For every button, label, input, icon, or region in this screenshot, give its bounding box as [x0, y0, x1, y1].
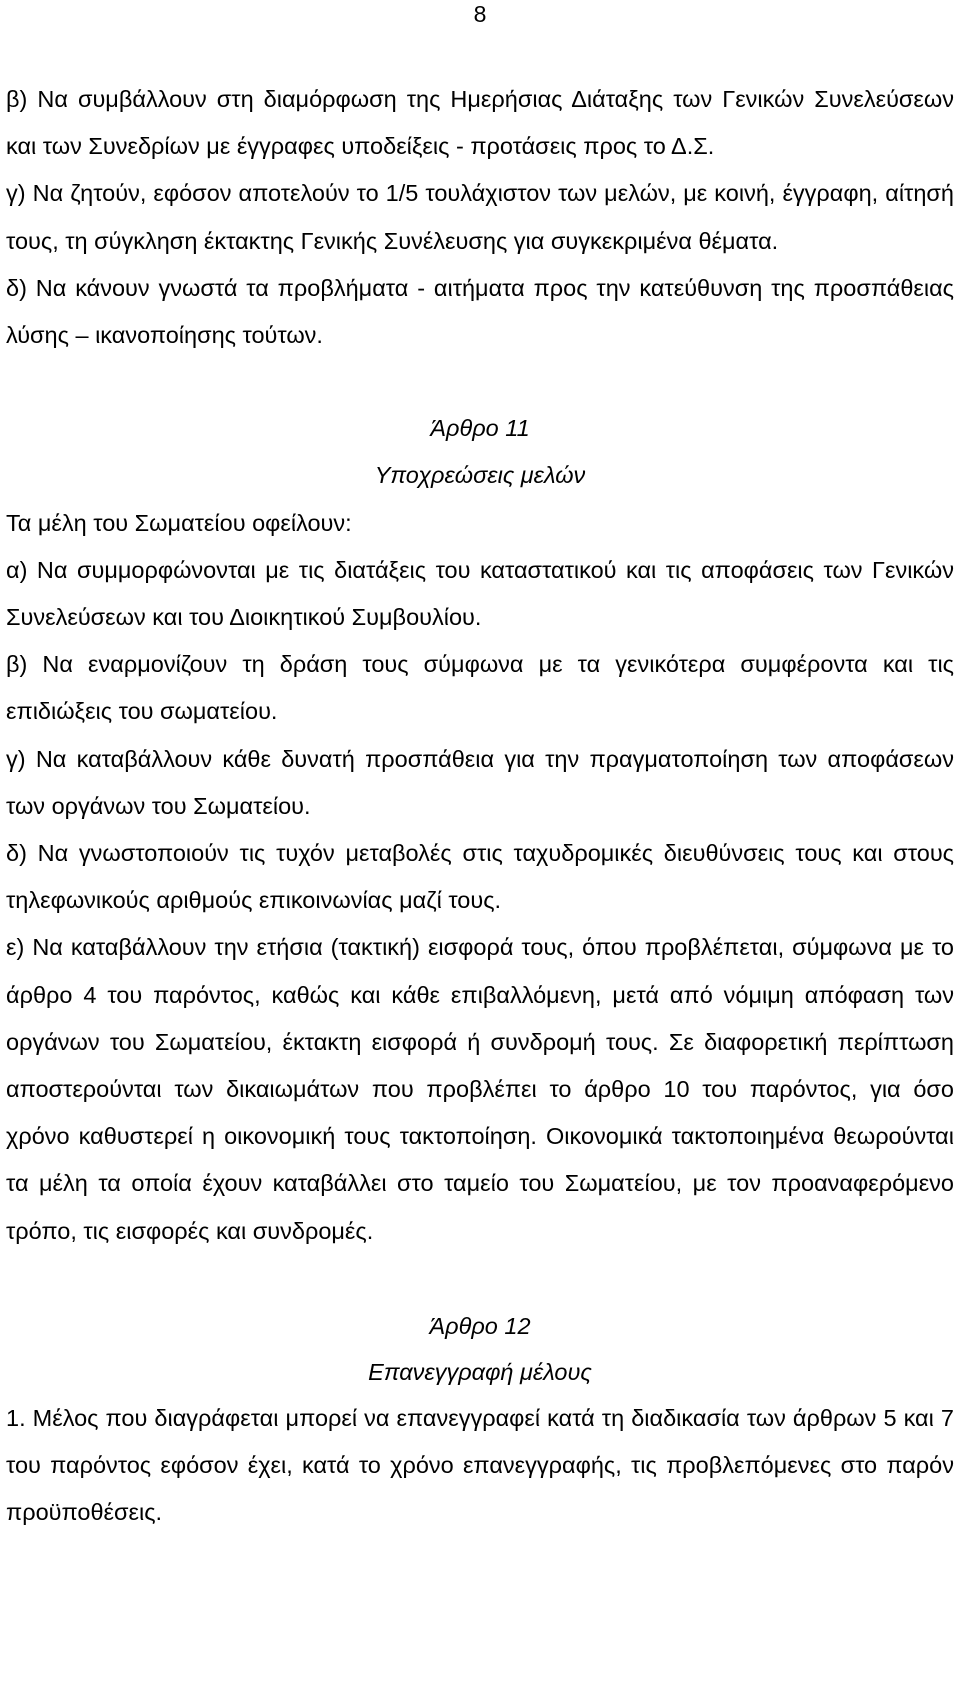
- page-content: [6, 76, 954, 1536]
- article-11-item-d: δ) Να γνωστοποιούν τις τυχόν μεταβολές στις ταχυδρομικές διευθύνσεις τους και στους τηλεφωνικούς αριθμούς επικοινωνίας μαζί τους.: [6, 840, 954, 914]
- article-11-item-a: α) Να συμμορφώνονται με τις διατάξεις του καταστατικού και τις αποφάσεις των Γενικών Συνελεύσεων και του Διοικητικού Συμβουλίου.: [6, 556, 954, 631]
- article-11-intro: Τα μέλη του Σωματείου οφείλουν:: [6, 509, 352, 536]
- article-11-item-b: β) Να εναρμονίζουν τη δράση τους σύμφωνα με τα γενικότερα συμφέροντα και τις επιδιώξεις του σωματείου.: [6, 651, 954, 725]
- article-12-item-1: 1. Μέλος που διαγράφεται μπορεί να επανεγγραφεί κατά τη διαδικασία των άρθρων 5 και 7 του παρόντος εφόσον έχει, κατά το χρόνο επανεγγραφής, τις προβλεπόμενες στο παρόν προϋποθέσεις.: [6, 1404, 954, 1526]
- article-12-number: Άρθρο 12: [429, 1312, 531, 1339]
- spacer: [6, 359, 954, 405]
- spacer: [6, 1255, 954, 1303]
- article-11-item-e: ε) Να καταβάλλουν την ετήσια (τακτική) εισφορά τους, όπου προβλέπεται, σύμφωνα με το άρθρο 4 του παρόντος, καθώς και κάθε επιβαλλόμενη, μετά από νόμιμη απόφαση των οργάνων του Σωματείου, έκτακτη εισφορά ή συνδρομή τους. Σε διαφορετική περίπτωση αποστερούνται των δικαιωμάτων που προβλέπει το άρθρο 10 του παρόντος, για όσο χρόνο καθυστερεί η οικονομική τους τακτοποίηση. Οικονομικά τακτοποιημένα θεωρούνται τα μέλη τα οποία έχουν καταβάλλει στο ταμείο του Σωματείου, με τον προαναφερόμενο τρόπο, τις εισφορές και συνδρομές.: [6, 934, 954, 1244]
- article-11-title: Υποχρεώσεις μελών: [374, 462, 586, 489]
- item-d-intro: δ) Να κάνουν γνωστά τα προβλήματα - αιτήματα προς την κατεύθυνση της προσπάθειας λύσης – ικανοποίησης τούτων.: [6, 274, 954, 349]
- item-b-intro: β) Να συμβάλλουν στη διαμόρφωση της Ημερήσιας Διάταξης των Γενικών Συνελεύσεων και των Συνεδρίων με έγγραφες υποδείξεις - προτάσεις προς το Δ.Σ.: [6, 86, 954, 160]
- article-11-number: Άρθρο 11: [430, 415, 530, 442]
- article-11-item-c: γ) Να καταβάλλουν κάθε δυνατή προσπάθεια για την πραγματοποίηση των αποφάσεων των οργάνων του Σωματείου.: [6, 745, 954, 819]
- page-number: 8: [473, 1, 487, 27]
- item-c-intro: γ) Να ζητούν, εφόσον αποτελούν το 1/5 τουλάχιστον των μελών, με κοινή, έγγραφη, αίτησή τους, τη σύγκληση έκτακτης Γενικής Συνέλευσης για συγκεκριμένα θέματα.: [6, 180, 954, 254]
- article-12-title: Επανεγγραφή μέλους: [368, 1358, 592, 1385]
